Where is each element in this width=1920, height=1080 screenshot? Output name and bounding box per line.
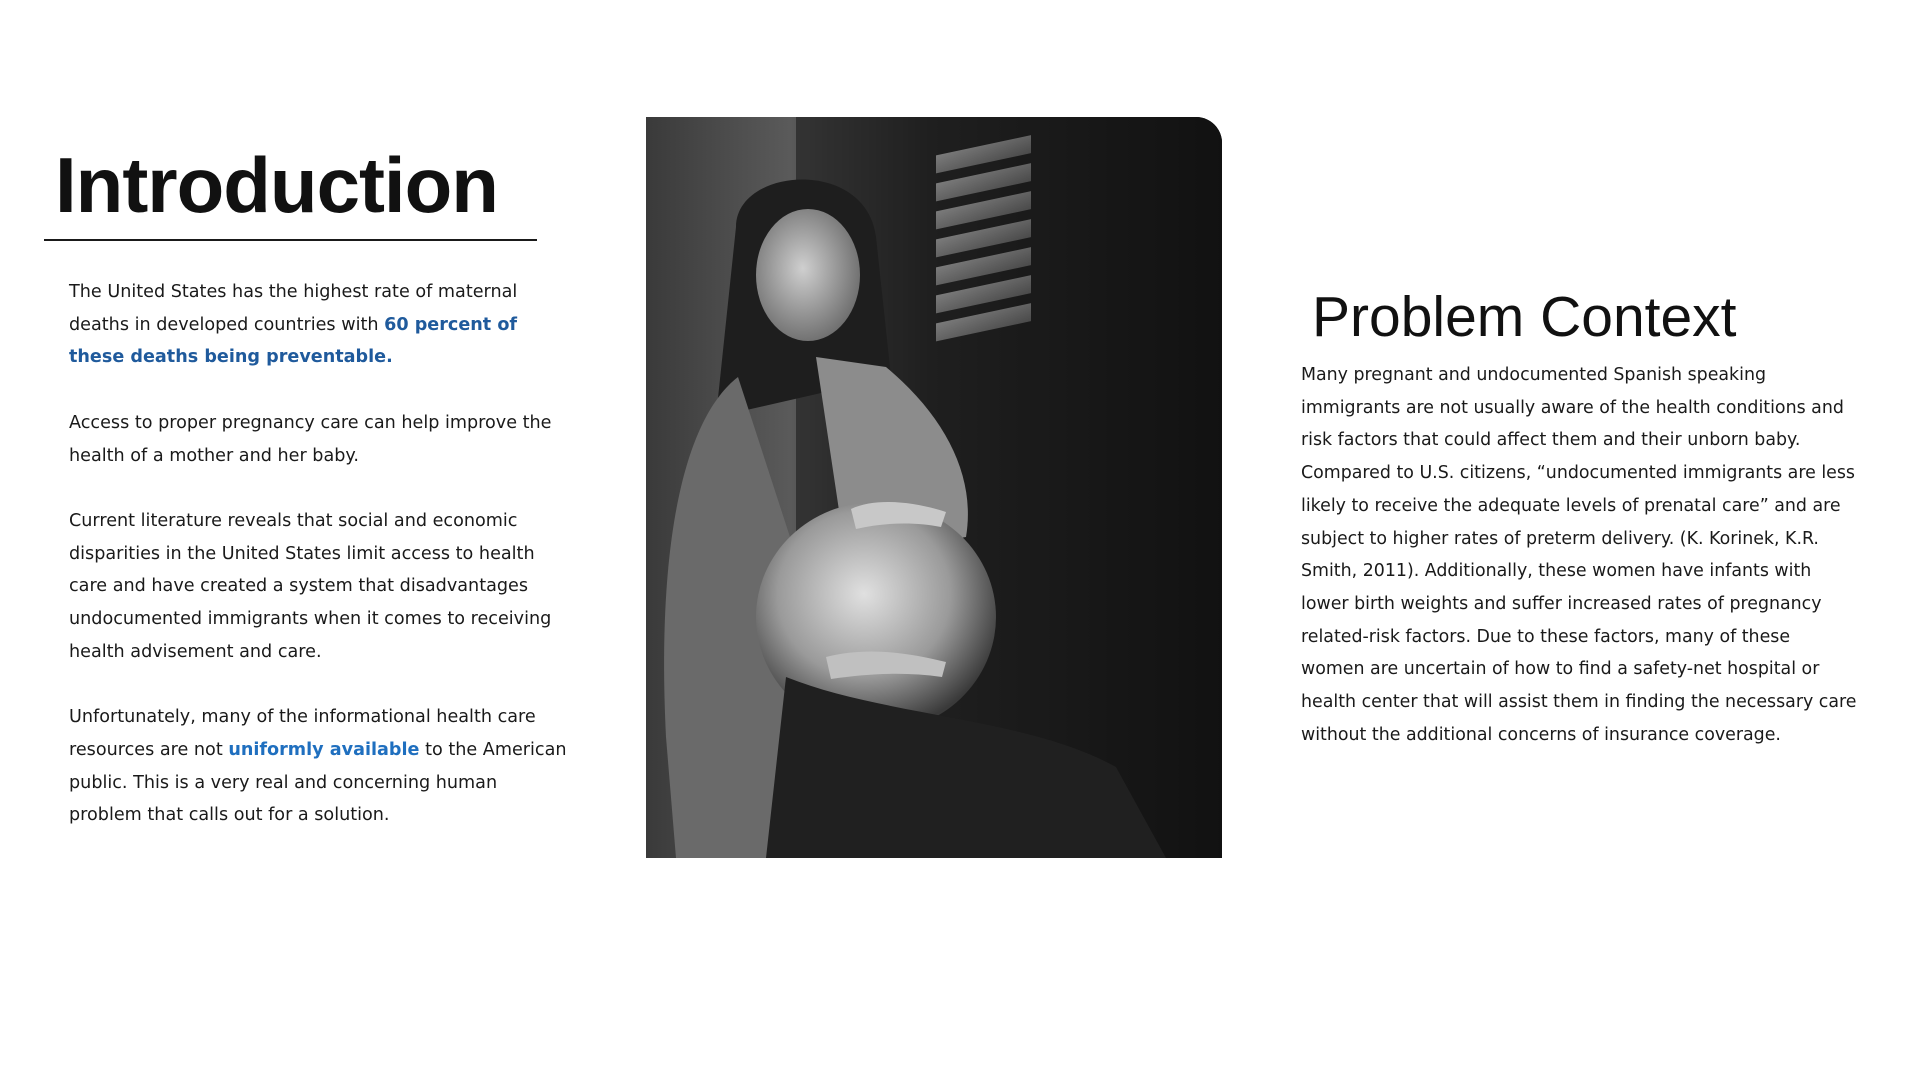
problem-context-title: Problem Context xyxy=(1312,285,1737,349)
intro-paragraph-2: Access to proper pregnancy care can help improve the health of a mother and her baby. xyxy=(69,412,552,466)
intro-paragraph-1 xyxy=(69,276,569,374)
intro-p4-text-end: to the American public. This is a very real and concerning human problem that calls out for a solution. xyxy=(69,739,567,826)
problem-context-body: Many pregnant and undocumented Spanish speaking immigrants are not usually aware of the health conditions and risk factors that could affect them and their unborn baby. Compared to U.S. citizens, “undocumented immigrants are less likely to receive the adequate levels of prenatal care” and are subject to higher rates of preterm delivery. (K. Korinek, K.R. Smith, 2011). Additionally, these women have infants with lower birth weights and suffer increased rates of pregnancy related-risk factors. Due to these factors, many of these women are uncertain of how to find a safety-net hospital or health center that will assist them in finding the necessary care without the additional concerns of insurance coverage. xyxy=(1301,365,1857,745)
intro-p1-highlight: 60 percent of these deaths being preventable. xyxy=(69,314,518,368)
intro-paragraph-3: Current literature reveals that social and economic disparities in the United States limit access to health care and have created a system that disadvantages undocumented immigrants when it comes to receiving health advisement and care. xyxy=(69,510,552,662)
introduction-body xyxy=(69,276,569,865)
introduction-title: Introduction xyxy=(55,141,498,229)
pregnant-woman-photo xyxy=(646,117,1222,858)
title-underline xyxy=(44,239,537,241)
intro-p4-text: Unfortunately, many of the informational health care resources are not xyxy=(69,707,536,760)
intro-paragraph-4 xyxy=(69,701,569,832)
intro-p4-highlight: uniformly available xyxy=(228,739,420,760)
intro-p1-text: The United States has the highest rate of maternal deaths in developed countries with xyxy=(69,282,518,335)
